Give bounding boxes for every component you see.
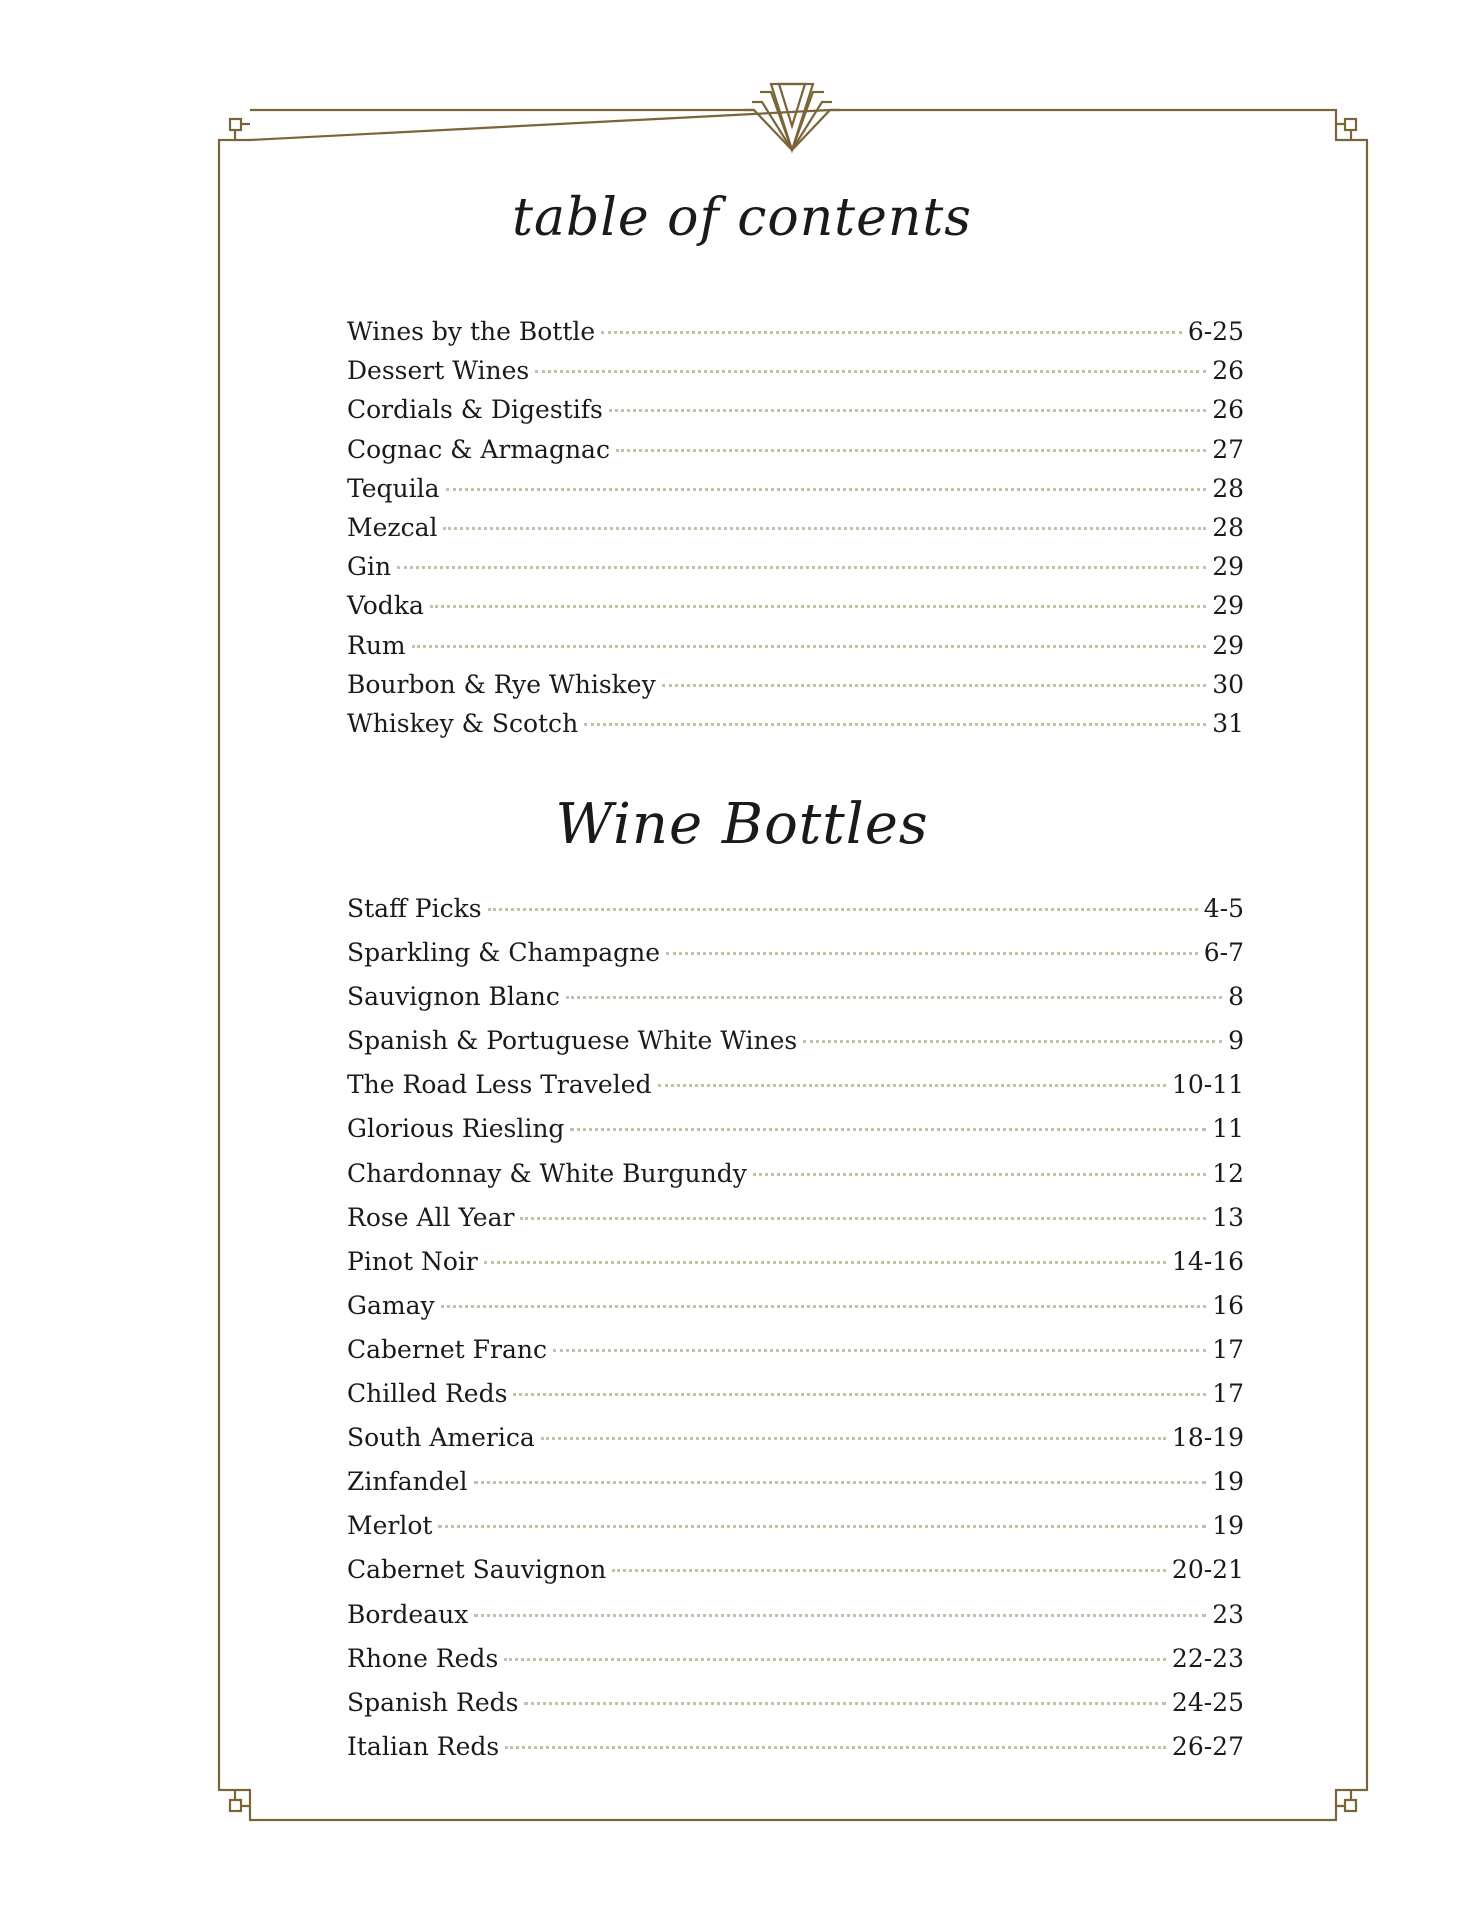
toc-entry-label: Merlot [347,1511,433,1541]
toc-entry-label: Cabernet Sauvignon [347,1555,607,1585]
toc-entry-page: 8 [1228,982,1244,1012]
dot-leader [474,1614,1206,1617]
dot-leader [601,331,1182,334]
dot-leader [524,1702,1165,1705]
toc-entry-label: The Road Less Traveled [347,1070,652,1100]
toc-entry-page: 6-7 [1203,938,1244,968]
toc-entry [347,430,1244,469]
toc-entry-page: 26-27 [1171,1731,1244,1761]
toc-entry-label: Tequila [347,473,440,503]
wine-bottles-title: Wine Bottles [555,792,929,857]
toc-entry-label: Rose All Year [347,1202,515,1232]
toc-entry [347,1593,1244,1637]
toc-entry-label: Chardonnay & White Burgundy [347,1158,747,1188]
wine-bottles-list [347,887,1244,1769]
toc-entry [347,1725,1244,1769]
toc-entry-label: Bordeaux [347,1599,469,1629]
dot-leader [488,908,1198,911]
toc-entry-label: Chilled Reds [347,1379,508,1409]
toc-entry [347,1372,1244,1416]
toc-entry-page: 20-21 [1171,1555,1244,1585]
toc-entry-label: Cabernet Franc [347,1334,547,1364]
toc-entry-label: Sauvignon Blanc [347,982,560,1012]
toc-entry-page: 10-11 [1171,1070,1244,1100]
toc-entry [347,586,1244,625]
toc-entry-page: 29 [1212,630,1244,660]
toc-entry [347,1416,1244,1460]
toc-entry-page: 27 [1212,434,1244,464]
corner-ornament-top-left [230,119,241,130]
toc-entry [347,1328,1244,1372]
toc-entry [347,704,1244,743]
toc-list [347,312,1244,743]
toc-entry-page: 28 [1212,473,1244,503]
toc-entry-label: Rum [347,630,406,660]
toc-entry [347,1504,1244,1548]
dot-leader [658,1084,1166,1087]
dot-leader [570,1128,1206,1131]
dot-leader [803,1040,1222,1043]
dot-leader [397,566,1206,569]
toc-entry [347,1019,1244,1063]
dot-leader [438,1525,1206,1528]
dot-leader [553,1349,1206,1352]
dot-leader [541,1437,1166,1440]
toc-entry-page: 4-5 [1203,894,1244,923]
dot-leader [753,1173,1206,1176]
dot-leader [504,1658,1166,1661]
toc-entry-page: 16 [1212,1290,1244,1320]
toc-entry [347,1196,1244,1240]
toc-entry-page: 26 [1212,356,1244,386]
dot-leader [535,370,1206,373]
toc-title: table of contents [512,188,972,248]
toc-entry-label: Cognac & Armagnac [347,434,610,464]
toc-entry [347,1063,1244,1107]
toc-entry-page: 18-19 [1171,1423,1244,1453]
toc-entry-page: 17 [1212,1334,1244,1364]
toc-entry [347,547,1244,586]
toc-entry [347,626,1244,665]
toc-entry [347,1284,1244,1328]
toc-entry-label: Rhone Reds [347,1643,499,1673]
toc-entry-page: 13 [1212,1202,1244,1232]
toc-entry-page: 17 [1212,1379,1244,1409]
toc-entry-page: 28 [1212,512,1244,542]
toc-entry-label: Zinfandel [347,1467,468,1497]
toc-entry-page: 9 [1228,1026,1244,1056]
toc-entry-page: 23 [1212,1599,1244,1629]
toc-entry-label: Wines by the Bottle [347,317,596,346]
dot-leader [446,488,1207,491]
toc-entry [347,665,1244,704]
dot-leader [513,1393,1206,1396]
dot-leader [484,1261,1166,1264]
toc-entry [347,1681,1244,1725]
toc-entry-label: South America [347,1423,535,1453]
dot-leader [474,1481,1207,1484]
toc-entry [347,931,1244,975]
toc-entry [347,1460,1244,1504]
toc-entry-page: 24-25 [1171,1687,1244,1717]
toc-entry-label: Staff Picks [347,894,482,923]
toc-entry-label: Vodka [347,591,424,621]
dot-leader [584,723,1206,726]
toc-entry [347,469,1244,508]
dot-leader [609,409,1206,412]
dot-leader [520,1217,1206,1220]
toc-entry [347,1240,1244,1284]
corner-ornament-bottom-left [230,1800,241,1811]
toc-entry-page: 6-25 [1187,317,1244,346]
toc-entry-label: Spanish & Portuguese White Wines [347,1026,798,1056]
toc-entry-label: Bourbon & Rye Whiskey [347,669,656,699]
dot-leader [612,1569,1166,1572]
corner-ornament-bottom-right [1345,1800,1356,1811]
dot-leader [441,1305,1207,1308]
toc-entry-page: 11 [1212,1114,1244,1144]
toc-entry [347,390,1244,429]
toc-entry-page: 12 [1212,1158,1244,1188]
dot-leader [430,605,1206,608]
toc-entry-page: 22-23 [1171,1643,1244,1673]
dot-leader [616,449,1206,452]
toc-entry [347,1107,1244,1151]
dot-leader [505,1746,1166,1749]
toc-entry-label: Italian Reds [347,1731,500,1761]
toc-entry-page: 29 [1212,552,1244,582]
toc-entry [347,508,1244,547]
toc-entry [347,887,1244,931]
dot-leader [443,527,1206,530]
toc-entry-page: 30 [1212,669,1244,699]
art-deco-fan-icon [744,84,840,150]
toc-entry [347,351,1244,390]
toc-entry-label: Sparkling & Champagne [347,938,661,968]
dot-leader [566,996,1222,999]
toc-entry [347,1548,1244,1592]
dot-leader [412,645,1207,648]
toc-entry-page: 26 [1212,395,1244,425]
toc-entry-page: 31 [1212,708,1244,738]
corner-ornament-top-right [1345,119,1356,130]
toc-entry-label: Glorious Riesling [347,1114,565,1144]
toc-entry-label: Cordials & Digestifs [347,395,603,425]
toc-entry-page: 19 [1212,1467,1244,1497]
toc-entry-page: 29 [1212,591,1244,621]
toc-entry [347,1637,1244,1681]
toc-entry-label: Pinot Noir [347,1246,478,1276]
toc-entry-page: 19 [1212,1511,1244,1541]
toc-entry-label: Gin [347,552,392,582]
toc-entry-label: Spanish Reds [347,1687,519,1717]
toc-entry [347,1152,1244,1196]
toc-entry-label: Mezcal [347,512,438,542]
dot-leader [666,952,1198,955]
dot-leader [662,684,1206,687]
toc-entry-label: Gamay [347,1290,435,1320]
toc-entry-label: Whiskey & Scotch [347,708,579,738]
toc-entry [347,312,1244,351]
toc-entry-label: Dessert Wines [347,356,530,386]
toc-entry-page: 14-16 [1171,1246,1244,1276]
toc-entry [347,975,1244,1019]
